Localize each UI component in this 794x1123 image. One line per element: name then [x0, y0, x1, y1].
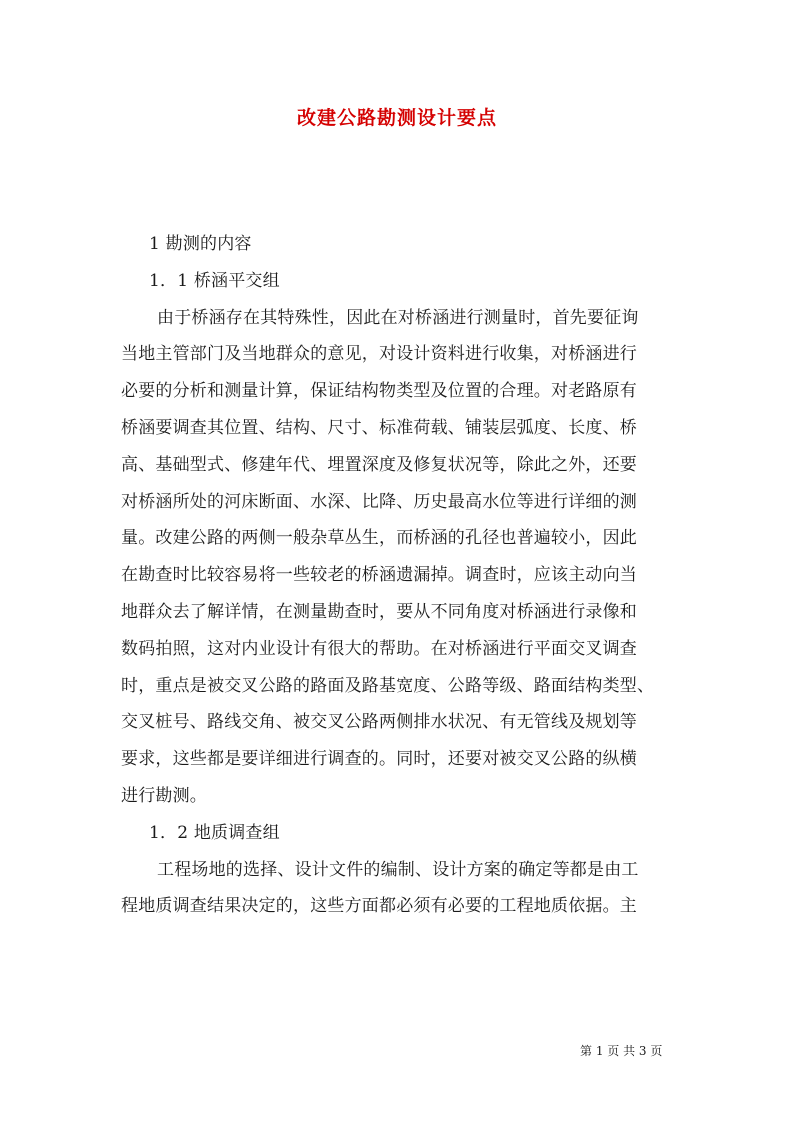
paragraph-line: 必要的分析和测量计算，保证结构物类型及位置的合理。对老路原有 [121, 381, 637, 402]
paragraph-line: 高、基础型式、修建年代、埋置深度及修复状况等，除此之外，还要 [121, 454, 637, 475]
paragraph-line: 数码拍照，这对内业设计有很大的帮助。在对桥涵进行平面交叉调查 [121, 638, 637, 659]
document-title: 改建公路勘测设计要点 [296, 107, 497, 129]
page-footer: 第 1 页 共 3 页 [580, 1044, 663, 1058]
paragraph-line: 由于桥涵存在其特殊性，因此在对桥涵进行测量时，首先要征询 [157, 307, 639, 328]
document-body [121, 226, 676, 925]
paragraph-line: 工程场地的选择、设计文件的编制、设计方案的确定等都是由工 [157, 859, 639, 880]
section-heading: 1 勘测的内容 [149, 234, 252, 254]
paragraph-line: 要求，这些都是要详细进行调查的。同时，还要对被交叉公路的纵横 [121, 749, 637, 770]
section-heading: 1．2 地质调查组 [149, 822, 280, 843]
paragraph-line: 桥涵要调查其位置、结构、尺寸、标准荷载、铺装层弧度、长度、桥 [121, 417, 637, 438]
section-heading: 1．1 桥涵平交组 [149, 270, 280, 291]
paragraph-line: 当地主管部门及当地群众的意见，对设计资料进行收集，对桥涵进行 [121, 344, 637, 365]
paragraph-line: 地群众去了解详情，在测量勘查时，要从不同角度对桥涵进行录像和 [121, 601, 637, 622]
paragraph-line: 进行勘测。 [121, 785, 207, 806]
paragraph-line: 对桥涵所处的河床断面、水深、比降、历史最高水位等进行详细的测 [121, 491, 637, 512]
paragraph-line: 交叉桩号、路线交角、被交叉公路两侧排水状况、有无管线及规划等 [121, 712, 637, 733]
paragraph-line: 程地质调查结果决定的，这些方面都必须有必要的工程地质依据。主 [121, 896, 637, 917]
paragraph-line: 在勘查时比较容易将一些较老的桥涵遗漏掉。调查时，应该主动向当 [121, 565, 637, 586]
paragraph-line: 时，重点是被交叉公路的路面及路基宽度、公路等级、路面结构类型、 [121, 675, 655, 696]
paragraph-line: 量。改建公路的两侧一般杂草丛生，而桥涵的孔径也普遍较小，因此 [121, 528, 637, 549]
